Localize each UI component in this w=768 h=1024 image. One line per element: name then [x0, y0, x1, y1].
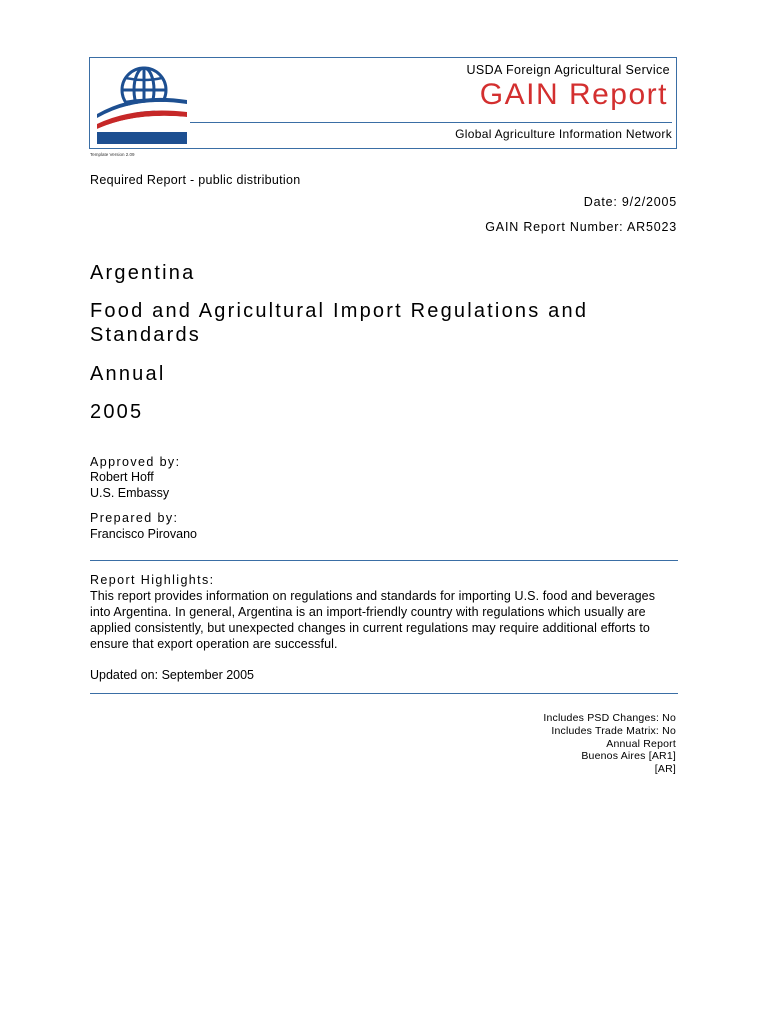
distribution-line: Required Report - public distribution [90, 173, 301, 187]
country-code: [AR] [654, 763, 676, 776]
report-number: GAIN Report Number: AR5023 [485, 220, 677, 234]
section-divider [90, 560, 678, 561]
agency-name: USDA Foreign Agricultural Service [466, 63, 670, 77]
report-type-title: GAIN Report [479, 78, 668, 111]
report-header [89, 57, 677, 149]
section-divider [90, 693, 678, 694]
report-period: Annual [90, 363, 166, 385]
approver-organization: U.S. Embassy [90, 486, 170, 500]
header-divider [190, 122, 672, 123]
approver-name: Robert Hoff [90, 470, 154, 484]
template-version: Template Version 2.09 [90, 152, 135, 157]
post-location: Buenos Aires [AR1] [581, 750, 676, 763]
report-metadata [543, 712, 676, 776]
report-category: Annual Report [606, 737, 676, 750]
highlights-body: This report provides information on regulations and standards for importing U.S. food and beverages into Argentina. In general, Argentina is an import-friendly country with regulations which usually are applied consistently, but unexpected changes in current regulations may require additional efforts to ensure that export operation are successful. [90, 589, 656, 651]
preparer-name: Francisco Pirovano [90, 527, 197, 541]
usda-globe-logo-icon [95, 62, 188, 145]
highlights-label: Report Highlights: [90, 573, 215, 587]
report-date: Date: 9/2/2005 [583, 195, 677, 209]
network-name: Global Agriculture Information Network [455, 127, 672, 141]
approved-by-label: Approved by: [90, 455, 181, 469]
trade-matrix-flag: Includes Trade Matrix: No [551, 724, 676, 737]
psd-changes-flag: Includes PSD Changes: No [543, 712, 676, 724]
country-heading: Argentina [90, 262, 196, 284]
report-subject: Food and Agricultural Import Regulations and Standards [90, 300, 589, 346]
updated-date: Updated on: September 2005 [90, 668, 255, 682]
report-year: 2005 [90, 401, 144, 423]
prepared-by-label: Prepared by: [90, 511, 179, 525]
